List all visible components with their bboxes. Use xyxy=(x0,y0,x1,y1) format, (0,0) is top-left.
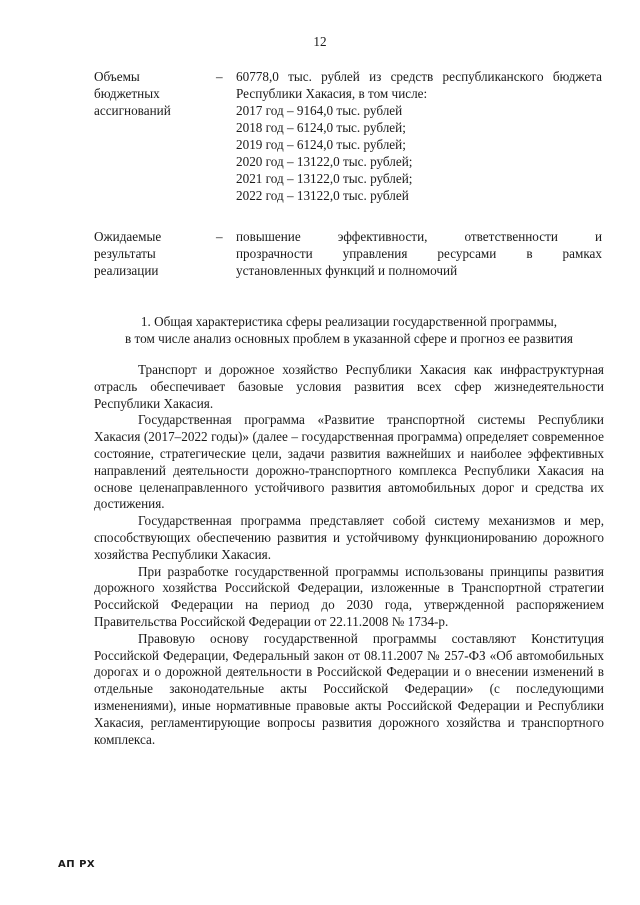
page-number: 12 xyxy=(313,34,327,49)
results-line: повышение эффективности, ответственности и xyxy=(236,229,602,244)
funding-year-line: 2021 год – 13122,0 тыс. рублей; xyxy=(236,171,413,186)
paragraph: Транспорт и дорожное хозяйство Республики Хакасия как инфраструктурная отрасль обеспечивает базовые условия развития всех сфер жизнедеятельности Республики Хакасия. xyxy=(94,362,604,411)
row-label-line: результаты xyxy=(94,246,156,261)
row-dash: – xyxy=(216,69,223,84)
row-label-results xyxy=(94,228,214,279)
passport-row-results xyxy=(94,228,604,284)
paragraph: При разработке государственной программы использованы принципы развития дорожного хозяйства Российской Федерации, изложенные в Транспортной стратегии Российской Федерации на период до 2030 года, утвержденной распоряжением Правительства Российской Федерации от 22.11.2008 № 1734-р. xyxy=(94,563,604,629)
footer-mark: АП РХ xyxy=(58,859,96,870)
row-label-line: бюджетных xyxy=(94,86,160,101)
paragraph: Государственная программа представляет собой систему механизмов и мер, способствующих обеспечению развития и устойчивому функционированию дорожного хозяйства Республики Хакасия. xyxy=(94,513,604,562)
results-line: прозрачности управления ресурсами в рамках xyxy=(236,246,602,261)
row-label-funding xyxy=(94,68,214,119)
row-label-line: ассигнований xyxy=(94,103,171,118)
section-title-line: в том числе анализ основных проблем в указанной сфере и прогноз ее развития xyxy=(124,331,573,346)
body-text xyxy=(94,362,604,748)
section-title xyxy=(94,313,604,347)
funding-intro xyxy=(236,68,602,102)
paragraph: Государственная программа «Развитие транспортной системы Республики Хакасия (2017–2022 годы)» (далее – государственная программа) определяет современное состояние, стратегические цели, задачи развития важнейших и наиболее эффективных направлений деятельности дорожно-транспортного комплекса Республики Хакасия на основе целенаправленного устойчивого развития автомобильных дорог и средства их достижения. xyxy=(94,412,604,512)
funding-line: 60778,0 тыс. рублей из средств республиканского бюджета xyxy=(236,69,602,84)
funding-year-line: 2022 год – 13122,0 тыс. рублей xyxy=(236,188,409,203)
funding-year-line: 2017 год – 9164,0 тыс. рублей xyxy=(236,103,403,118)
row-label-line: Объемы xyxy=(94,69,140,84)
results-line: установленных функций и полномочий xyxy=(236,263,458,278)
row-dash: – xyxy=(216,229,223,244)
section-title-line: 1. Общая характеристика сферы реализации государственной программы, xyxy=(140,314,558,329)
row-label-line: реализации xyxy=(94,263,159,278)
funding-year-line: 2018 год – 6124,0 тыс. рублей; xyxy=(236,120,406,135)
funding-year-line: 2019 год – 6124,0 тыс. рублей; xyxy=(236,137,406,152)
passport-row-funding xyxy=(94,68,604,208)
funding-line: Республики Хакасия, в том числе: xyxy=(236,86,428,101)
row-label-line: Ожидаемые xyxy=(94,229,162,244)
paragraph: Правовую основу государственной программы составляют Конституция Российской Федерации, Федеральный закон от 08.11.2007 № 257-ФЗ «Об автомобильных дорогах и о дорожной деятельности в Российской Федерации и о внесении изменений в отдельные законодательные акты Российской Федерации» (с последующими изменениями), иные нормативные правовые акты Российской Федерации и Республики Хакасия, регламентирующие вопросы развития дорожного хозяйства и транспортного комплекса. xyxy=(94,630,604,747)
funding-year-line: 2020 год – 13122,0 тыс. рублей; xyxy=(236,154,413,169)
row-value-results xyxy=(236,228,602,279)
row-value-funding xyxy=(236,68,602,204)
